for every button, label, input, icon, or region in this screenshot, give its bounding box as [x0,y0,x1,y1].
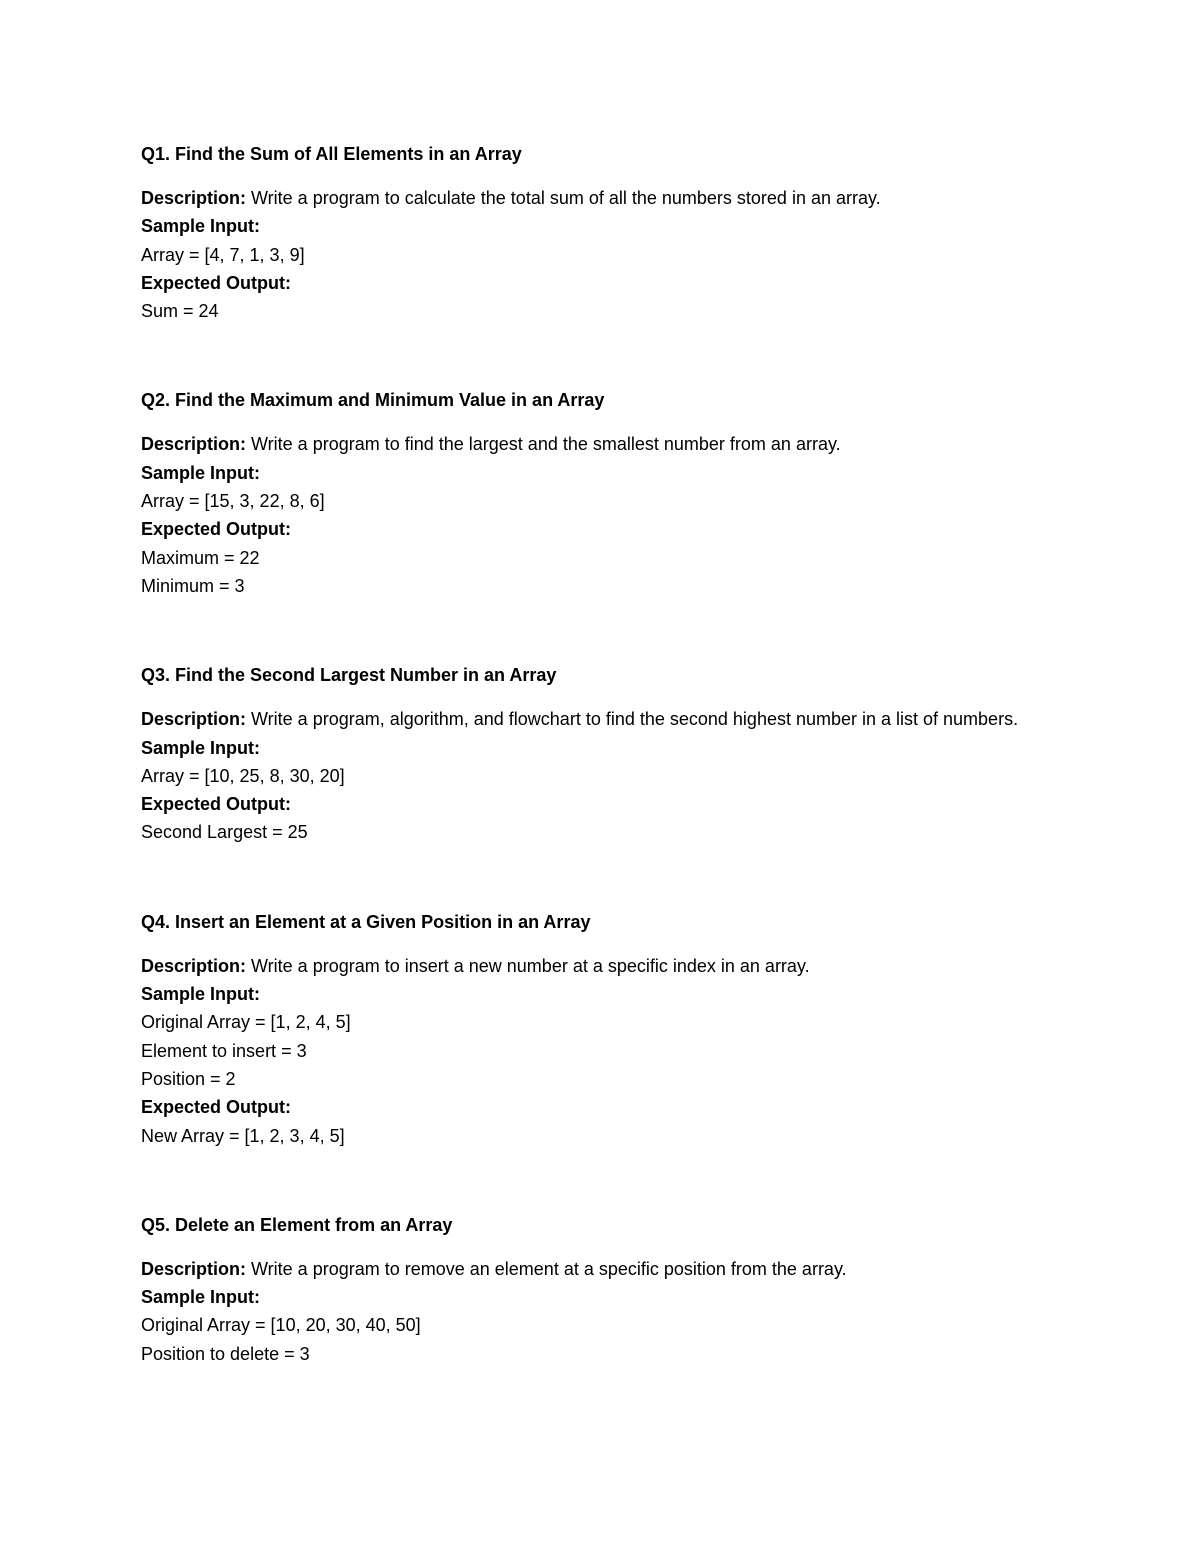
expected-output-line: Maximum = 22 [141,547,260,568]
question-description [141,430,1031,458]
sample-input-line: Array = [10, 25, 8, 30, 20] [141,765,345,786]
question-title: Q5. Delete an Element from an Array [141,1214,453,1235]
description-text: Write a program to insert a new number at a specific index in an array. [246,955,810,976]
sample-input-label: Sample Input: [141,984,261,1005]
expected-output-line: Minimum = 3 [141,575,245,596]
expected-output-label: Expected Output: [141,272,292,293]
expected-output-line: Second Largest = 25 [141,822,308,843]
description-label: Description: [141,188,247,208]
description-label: Description: [141,434,247,455]
question-description [141,1255,1031,1283]
expected-output-label: Expected Output: [141,1097,292,1118]
expected-output-line: Sum = 24 [141,301,219,322]
question-title: Q3. Find the Second Largest Number in an Array [141,665,557,686]
question-1 [141,140,1041,325]
question-title: Q1. Find the Sum of All Elements in an Array [141,144,522,164]
sample-input-line: Array = [4, 7, 1, 3, 9] [141,244,305,265]
description-text: Write a program to calculate the total sum of all the numbers stored in an array. [246,188,881,208]
description-text: Write a program to remove an element at a specific position from the array. [246,1258,847,1279]
expected-output-label: Expected Output: [141,519,292,540]
sample-input-label: Sample Input: [141,216,261,237]
question-5 [141,1211,1041,1368]
description-label: Description: [141,1258,247,1279]
question-description [141,184,1031,212]
description-label: Description: [141,709,247,730]
description-label: Description: [141,955,247,976]
description-text: Write a program to find the largest and the smallest number from an array. [246,434,841,455]
sample-input-line: Original Array = [10, 20, 30, 40, 50] [141,1315,421,1336]
sample-input-label: Sample Input: [141,1287,261,1308]
question-3 [141,661,1041,846]
sample-input-line: Position to delete = 3 [141,1343,310,1364]
question-description [141,705,1031,733]
description-text: Write a program, algorithm, and flowchart to find the second highest number in a list of numbers. [246,709,1019,730]
sample-input-line: Position = 2 [141,1068,236,1089]
expected-output-line: New Array = [1, 2, 3, 4, 5] [141,1125,345,1146]
question-title: Q2. Find the Maximum and Minimum Value in an Array [141,390,605,411]
sample-input-label: Sample Input: [141,737,261,758]
sample-input-line: Element to insert = 3 [141,1040,307,1061]
document-page [141,140,1041,1368]
sample-input-line: Array = [15, 3, 22, 8, 6] [141,491,325,512]
sample-input-line: Original Array = [1, 2, 4, 5] [141,1012,351,1033]
question-2 [141,386,1041,600]
question-4 [141,908,1041,1150]
question-title: Q4. Insert an Element at a Given Position in an Array [141,911,591,932]
expected-output-label: Expected Output: [141,794,292,815]
question-description [141,952,1031,980]
sample-input-label: Sample Input: [141,462,261,483]
